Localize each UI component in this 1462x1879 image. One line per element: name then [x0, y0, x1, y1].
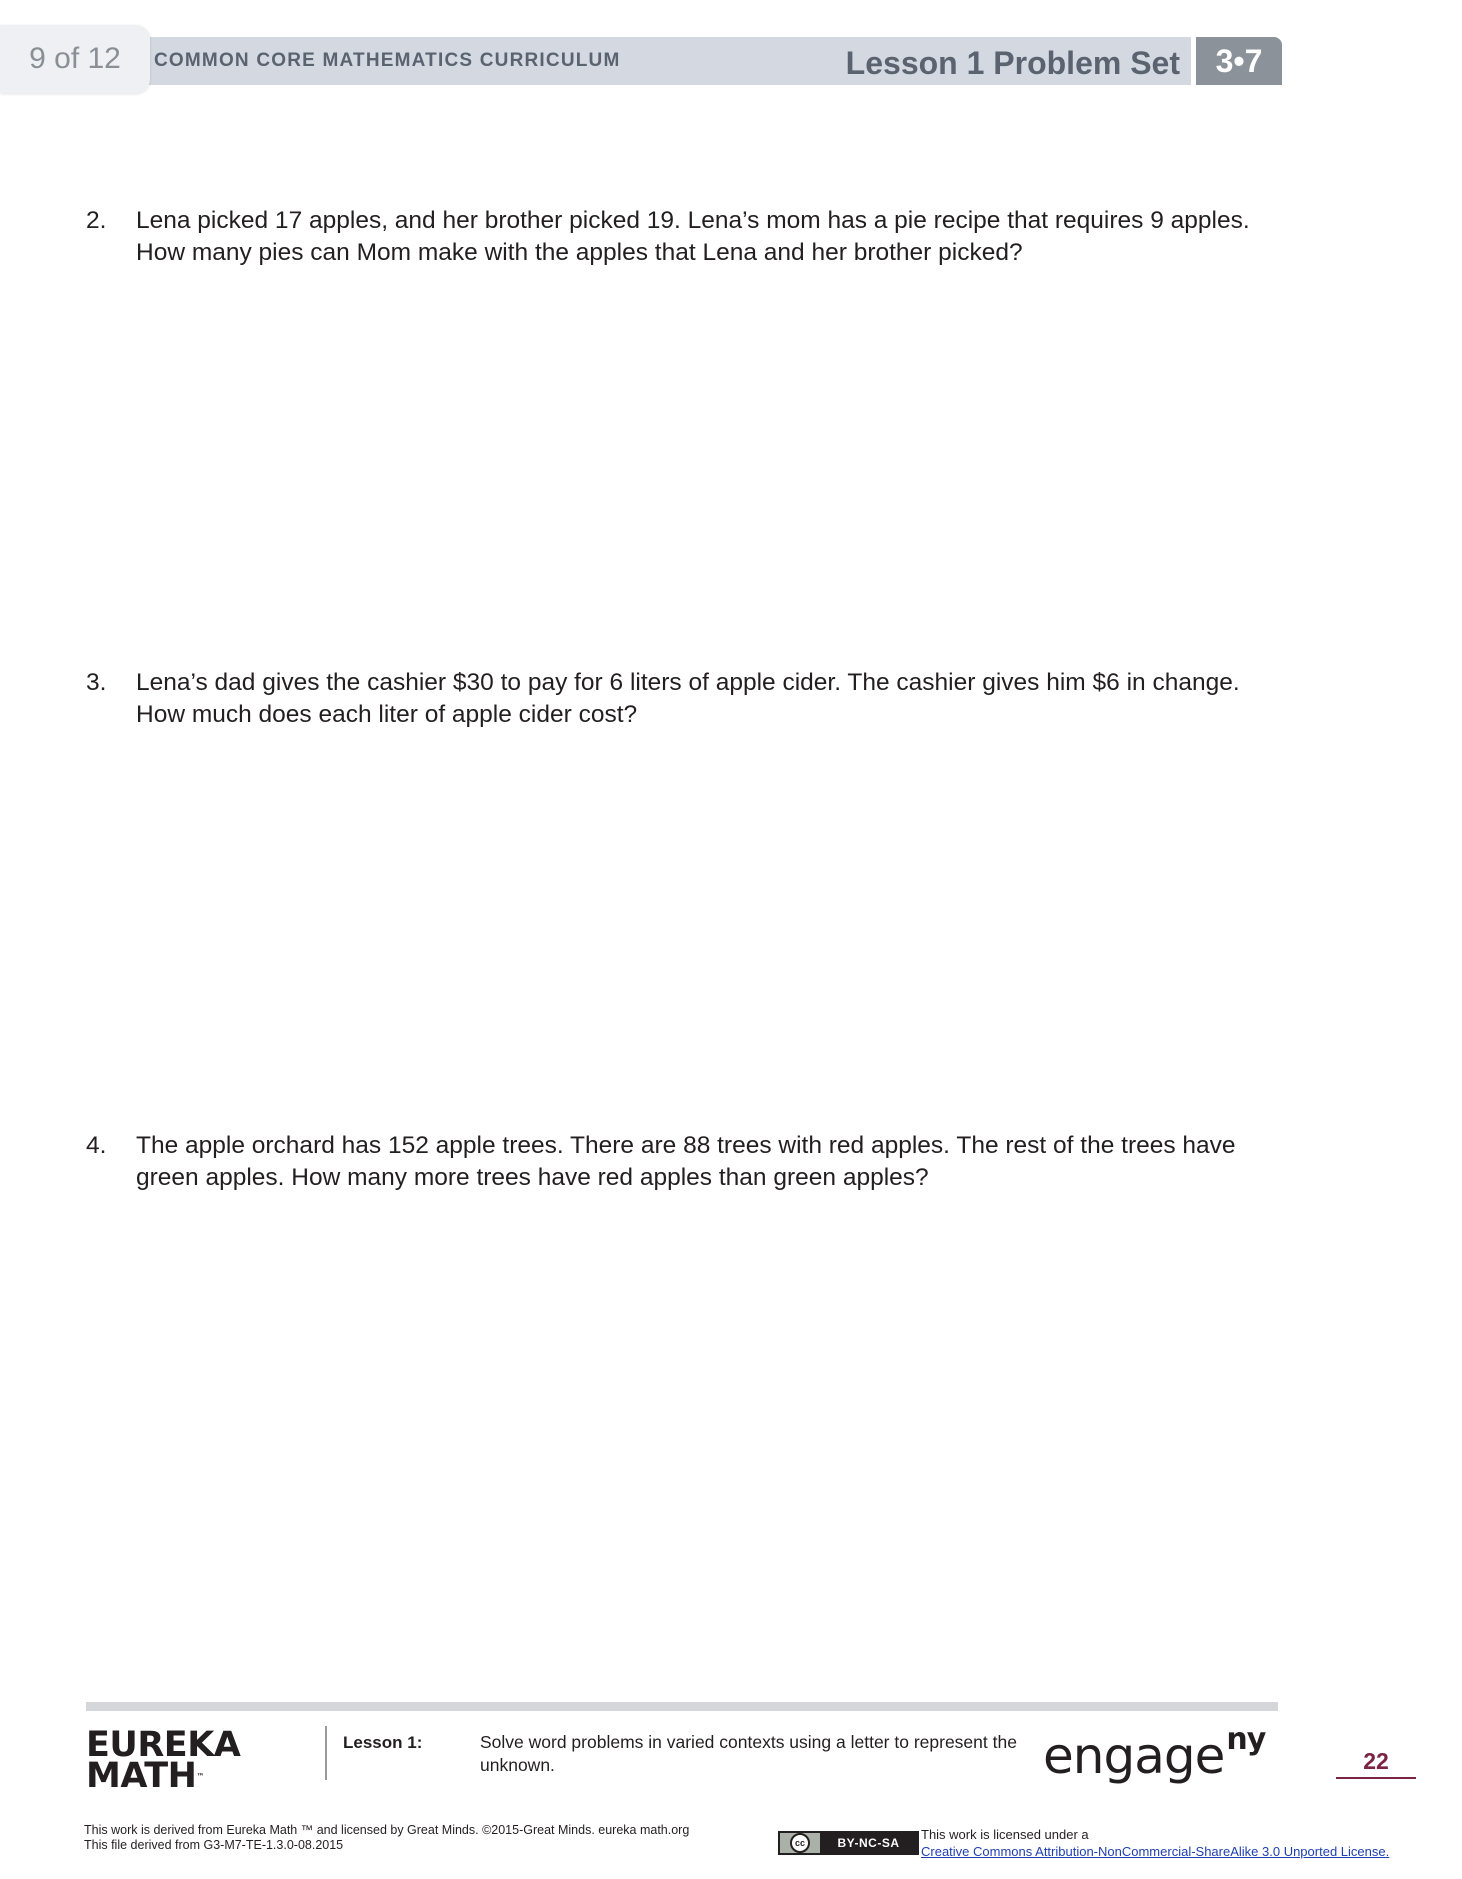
cc-icon: [780, 1833, 820, 1853]
problem-text-line: The apple orchard has 152 apple trees. There are 88 trees with red apples. The rest of the trees have: [136, 1132, 1236, 1159]
eureka-logo-line1: EUREKA: [86, 1725, 241, 1765]
cc-terms: BY-NC-SA: [837, 1836, 900, 1850]
page-number-underline: [1336, 1777, 1416, 1779]
problem-2: [86, 205, 1266, 269]
grade-module-badge: 3•7: [1196, 37, 1282, 85]
engageny-logo: [1043, 1722, 1265, 1785]
derived-line: This work is derived from Eureka Math ™ and licensed by Great Minds. ©2015-Great Minds. eureka math.org: [84, 1823, 690, 1837]
cc-license-badge[interactable]: [778, 1831, 919, 1855]
problem-4: [86, 1130, 1266, 1194]
license-link[interactable]: Creative Commons Attribution-NonCommercial-ShareAlike 3.0 Unported License.: [921, 1844, 1390, 1859]
problem-text-line: Lena’s dad gives the cashier $30 to pay for 6 liters of apple cider. The cashier gives him $6 in change.: [136, 669, 1240, 696]
problem-number: 3.: [86, 669, 107, 696]
license-notice: [921, 1826, 1389, 1860]
problem-text-line: Lena picked 17 apples, and her brother picked 19. Lena’s mom has a pie recipe that requires 9 apples.: [136, 207, 1250, 234]
eureka-logo-line2: MATH: [86, 1756, 197, 1796]
problem-number: 2.: [86, 207, 107, 234]
engage-text: engage: [1043, 1727, 1225, 1785]
license-line: This work is licensed under a: [921, 1827, 1089, 1842]
cc-symbol: cc: [790, 1833, 810, 1853]
eureka-math-logo: [86, 1725, 241, 1796]
curriculum-title: COMMON CORE MATHEMATICS CURRICULUM: [154, 50, 621, 71]
ny-text: ny: [1226, 1722, 1266, 1757]
derived-line: This file derived from G3-M7-TE-1.3.0-08.2015: [84, 1838, 344, 1852]
problem-3: [86, 667, 1266, 731]
lesson-label: Lesson 1:: [343, 1733, 423, 1752]
problem-text-line: How many pies can Mom make with the apples that Lena and her brother picked?: [136, 239, 1023, 266]
page-number: 22: [1363, 1748, 1389, 1774]
lesson-desc-line: Solve word problems in varied contexts using a letter to represent the: [480, 1732, 1017, 1752]
problem-number: 4.: [86, 1132, 107, 1159]
lesson-description: [480, 1731, 1040, 1777]
trademark-symbol: ™: [196, 1772, 205, 1781]
page-indicator: 9 of 12: [0, 25, 150, 93]
derived-notice: [84, 1823, 689, 1853]
problem-text-line: How much does each liter of apple cider cost?: [136, 701, 638, 728]
lesson-desc-line: unknown.: [480, 1755, 555, 1775]
lesson-title: Lesson 1 Problem Set: [845, 45, 1180, 81]
footer-rule: [86, 1702, 1278, 1711]
problem-text-line: green apples. How many more trees have red apples than green apples?: [136, 1164, 929, 1191]
footer-divider: [325, 1726, 327, 1780]
